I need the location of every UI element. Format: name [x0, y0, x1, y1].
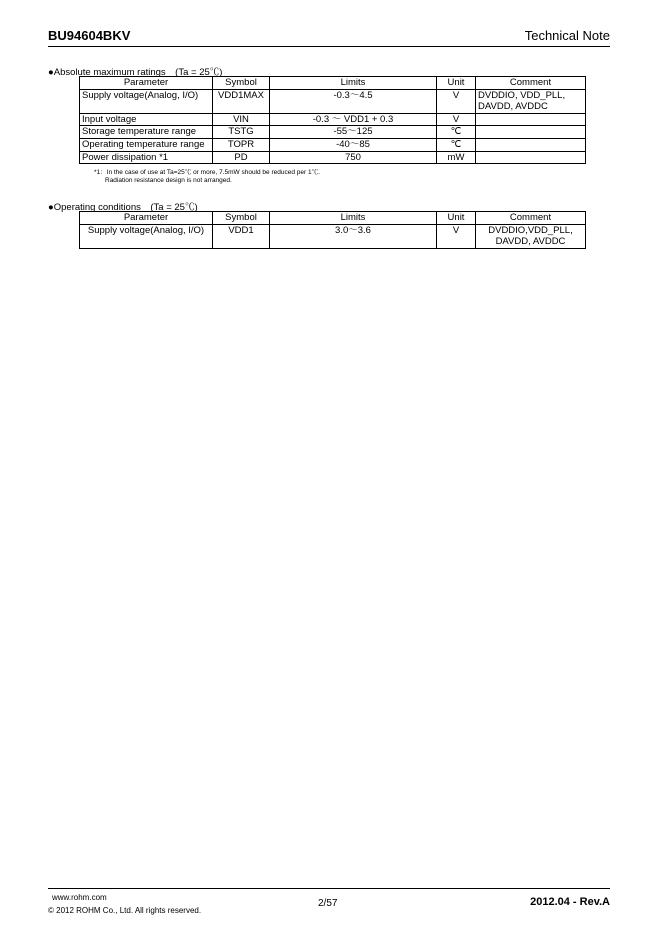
cell-parameter: Power dissipation *1: [80, 151, 213, 164]
cell-symbol: VDD1MAX: [213, 89, 270, 113]
table-row: [80, 89, 586, 113]
footer-url[interactable]: www.rohm.com: [52, 893, 107, 902]
col-symbol: Symbol: [213, 77, 270, 90]
cell-limits: -0.3 ～ VDD1 + 0.3: [270, 113, 437, 126]
footer-copyright: © 2012 ROHM Co., Ltd. All rights reserved.: [48, 906, 202, 915]
col-comment: Comment: [476, 77, 586, 90]
cell-comment: [476, 89, 586, 113]
cell-unit: ℃: [437, 126, 476, 139]
comment-line: DVDDIO, VDD_PLL,: [478, 89, 566, 101]
cell-unit: V: [437, 89, 476, 113]
footnote-2: Radiation resistance design is not arranged.: [105, 177, 232, 184]
col-limits: Limits: [270, 212, 437, 225]
cell-parameter: Storage temperature range: [80, 126, 213, 139]
cell-symbol: PD: [213, 151, 270, 164]
cell-symbol: TSTG: [213, 126, 270, 139]
abs-max-table: [79, 76, 586, 164]
cell-limits: 3.0～3.6: [270, 224, 437, 248]
cell-parameter: Supply voltage(Analog, I/O): [80, 89, 213, 113]
cell-comment: [476, 113, 586, 126]
cell-parameter: Supply voltage(Analog, I/O): [80, 224, 213, 248]
comment-line: DAVDD, AVDDC: [495, 236, 566, 248]
op-cond-table: [79, 211, 586, 249]
cell-unit: V: [437, 113, 476, 126]
op-cond-title: ●Operating conditions (Ta = 25℃): [48, 202, 198, 213]
part-number: BU94604BKV: [48, 28, 131, 43]
cell-limits: 750: [270, 151, 437, 164]
cell-comment: [476, 138, 586, 151]
cell-comment: [476, 224, 586, 248]
cell-limits: -0.3～4.5: [270, 89, 437, 113]
col-parameter: Parameter: [80, 212, 213, 225]
col-comment: Comment: [476, 212, 586, 225]
cell-unit: ℃: [437, 138, 476, 151]
comment-line: DVDDIO,VDD_PLL,: [488, 224, 573, 236]
cell-limits: -55～125: [270, 126, 437, 139]
col-unit: Unit: [437, 212, 476, 225]
col-symbol: Symbol: [213, 212, 270, 225]
table-row: [80, 151, 586, 164]
footer-rule: [48, 888, 610, 889]
comment-line: DAVDD, AVDDC: [478, 101, 548, 113]
cell-limits: -40～85: [270, 138, 437, 151]
footnote-1: *1：In the case of use at Ta=25℃ or more, 7.5mW should be reduced per 1℃.: [94, 169, 320, 176]
table-row: [80, 126, 586, 139]
cell-parameter: Operating temperature range: [80, 138, 213, 151]
cell-parameter: Input voltage: [80, 113, 213, 126]
col-parameter: Parameter: [80, 77, 213, 90]
table-row: [80, 113, 586, 126]
abs-max-title: ●Absolute maximum ratings (Ta = 25℃): [48, 67, 223, 78]
col-limits: Limits: [270, 77, 437, 90]
revision: 2012.04 - Rev.A: [530, 896, 610, 908]
cell-symbol: TOPR: [213, 138, 270, 151]
table-header-row: [80, 212, 586, 225]
cell-comment: [476, 151, 586, 164]
cell-unit: V: [437, 224, 476, 248]
table-header-row: [80, 77, 586, 90]
cell-symbol: VDD1: [213, 224, 270, 248]
table-row: [80, 138, 586, 151]
header-rule: [48, 46, 610, 47]
col-unit: Unit: [437, 77, 476, 90]
table-row: [80, 224, 586, 248]
cell-unit: mW: [437, 151, 476, 164]
page-number: 2/57: [318, 898, 338, 909]
doc-type: Technical Note: [524, 28, 610, 43]
cell-symbol: VIN: [213, 113, 270, 126]
cell-comment: [476, 126, 586, 139]
